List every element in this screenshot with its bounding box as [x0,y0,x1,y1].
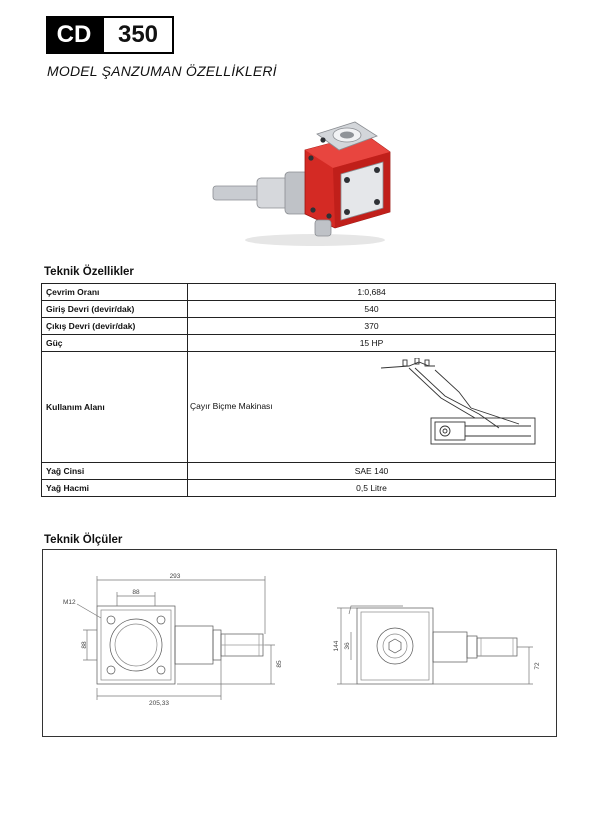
right-housing [357,608,433,684]
dim-label: 85 [276,660,283,668]
dim-label: M12 [63,599,76,606]
spec-value: 1:0,684 [188,284,556,301]
spec-value: 15 HP [188,335,556,352]
dim-label: 36 [344,642,351,650]
dim-label: 293 [169,573,181,580]
left-housing [97,606,175,684]
spec-label: Çıkış Devri (devir/dak) [42,318,188,335]
dim-label: 88 [81,641,88,649]
dimensions-title: Teknik Ölçüler [44,534,123,546]
table-row [42,284,556,301]
dimensions-drawing [42,549,557,737]
spec-label: Güç [42,335,188,352]
usage-cell [188,352,556,463]
spec-label: Kullanım Alanı [42,352,188,463]
page-subtitle: MODEL ŞANZUMAN ÖZELLİKLERİ [47,63,277,79]
gearbox-photo [205,112,405,252]
spec-value: 370 [188,318,556,335]
spec-label: Çevrim Oranı [42,284,188,301]
specs-title: Teknik Özellikler [44,266,134,278]
model-header [46,16,174,54]
model-code: CD [46,16,102,54]
dim-label: 72 [534,662,541,670]
table-row [42,335,556,352]
model-number: 350 [102,16,174,54]
table-row [42,480,556,497]
spec-value: 0,5 Litre [188,480,556,497]
spec-label: Yağ Hacmi [42,480,188,497]
table-row [42,301,556,318]
dim-label: 205,33 [149,700,169,707]
specs-table [41,283,556,497]
table-row [42,352,556,463]
spec-value: 540 [188,301,556,318]
table-row [42,318,556,335]
spec-value: SAE 140 [188,463,556,480]
table-row [42,463,556,480]
usage-value: Çayır Biçme Makinası [190,401,273,411]
spec-label: Giriş Devri (devir/dak) [42,301,188,318]
dim-label: 144 [333,640,340,652]
dim-label: 88 [132,589,140,596]
spec-label: Yağ Cinsi [42,463,188,480]
mower-diagram-icon [379,358,539,456]
